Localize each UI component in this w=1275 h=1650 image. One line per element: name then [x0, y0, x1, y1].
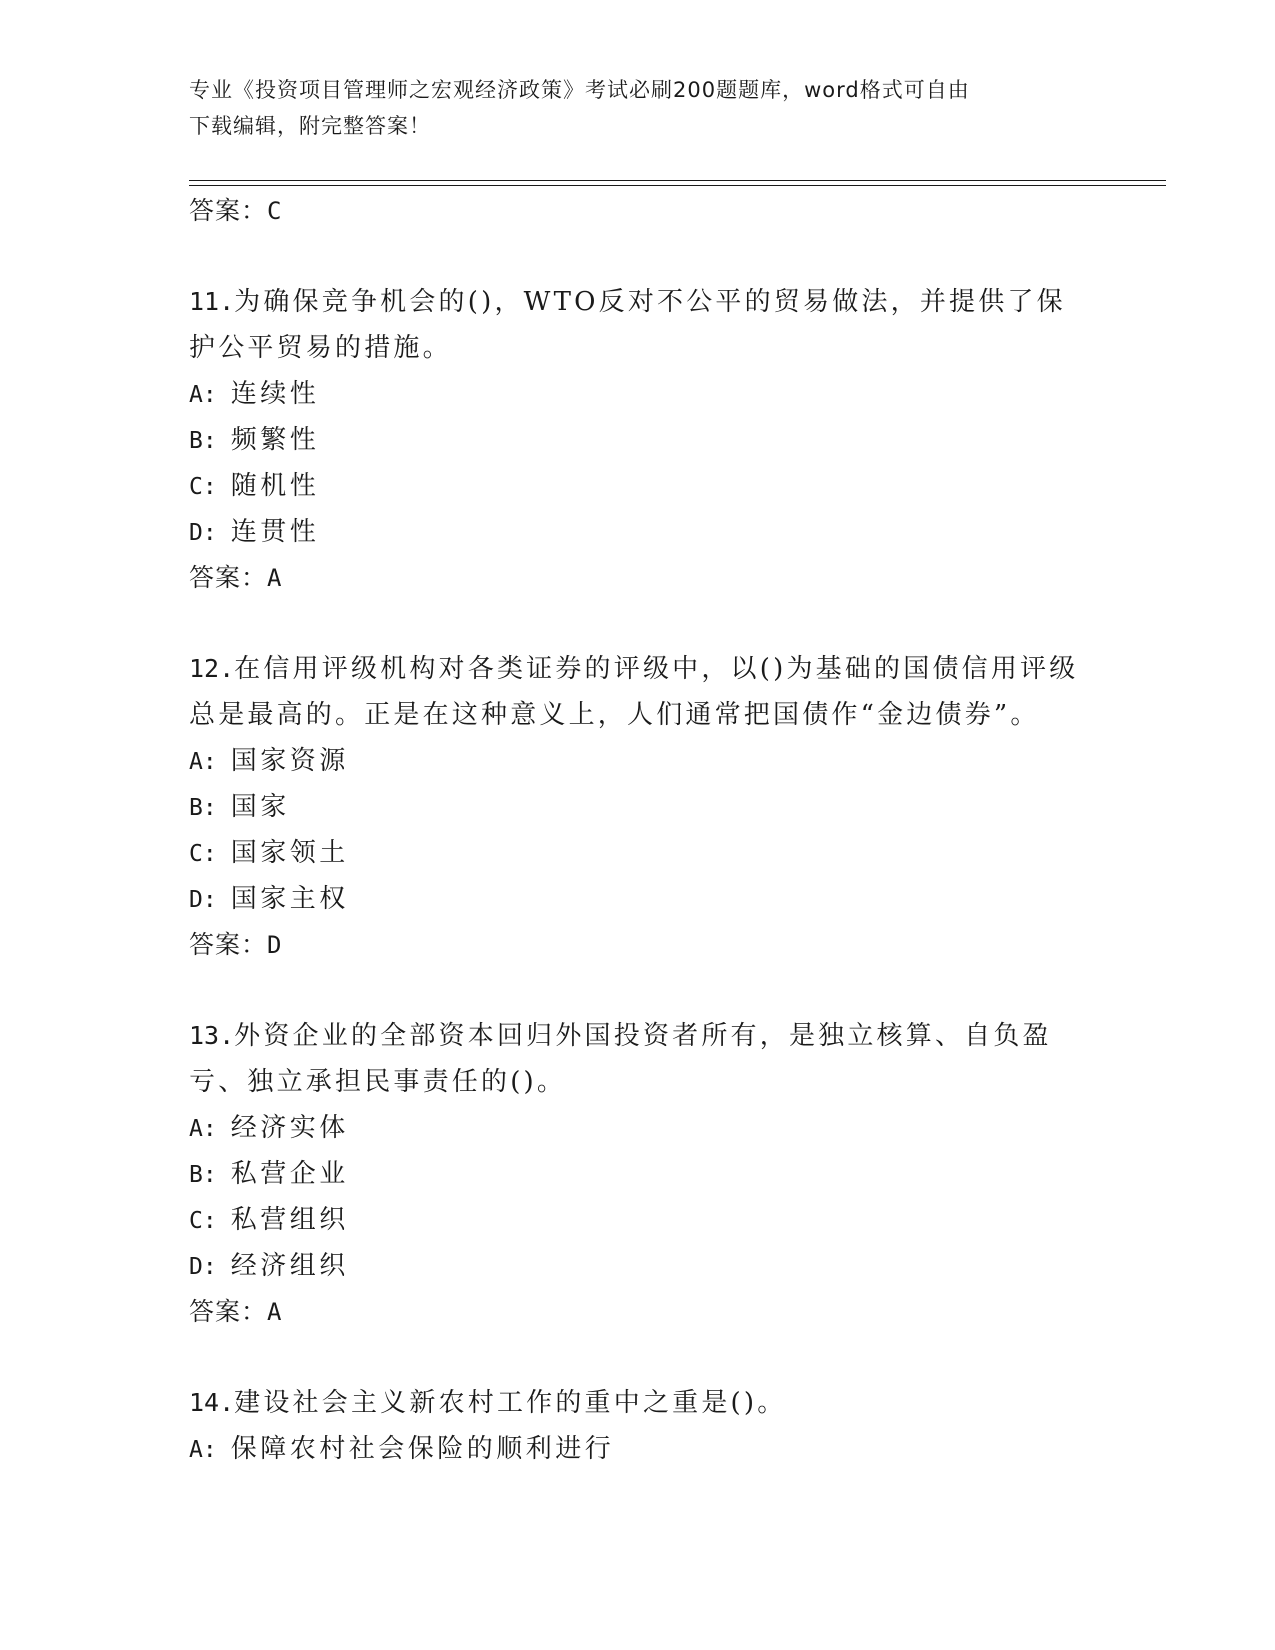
- option-letter: A:: [189, 1116, 217, 1142]
- question-text: [189, 1380, 1089, 1426]
- question-body: 为确保竞争机会的()，WTO反对不公平的贸易做法，并提供了保护公平贸易的措施。: [189, 287, 1066, 363]
- option-text: 国家主权: [230, 884, 349, 914]
- option-item: [189, 1426, 1089, 1472]
- document-header: [189, 72, 1089, 144]
- option-item: [189, 876, 1089, 922]
- answer-label: 答案：: [189, 196, 268, 225]
- question-body: 在信用评级机构对各类证券的评级中，以()为基础的国债信用评级总是最高的。正是在这种意义上，人们通常把国债作“金边债券”。: [189, 654, 1079, 730]
- answer-value: A: [267, 564, 283, 592]
- option-letter: D:: [189, 1254, 217, 1280]
- option-letter: C:: [189, 474, 217, 500]
- option-letter: C:: [189, 1208, 217, 1234]
- question-body: 建设社会主义新农村工作的重中之重是()。: [234, 1388, 787, 1418]
- header-rule-top: [189, 180, 1166, 181]
- question-body: 外资企业的全部资本回归外国投资者所有，是独立核算、自负盈亏、独立承担民事责任的()。: [189, 1021, 1052, 1097]
- option-text: 国家资源: [230, 746, 349, 776]
- option-text: 连续性: [230, 379, 320, 409]
- option-item: [189, 784, 1089, 830]
- question-number: 11.: [189, 287, 235, 316]
- option-letter: B:: [189, 1162, 217, 1188]
- option-text: 连贯性: [230, 517, 320, 547]
- answer-label: 答案：: [189, 930, 268, 959]
- option-text: 国家领土: [230, 838, 349, 868]
- option-text: 随机性: [230, 471, 320, 501]
- option-letter: A:: [189, 1437, 217, 1463]
- option-text: 国家: [230, 792, 290, 822]
- option-item: [189, 1197, 1089, 1243]
- answer-line: [189, 188, 1089, 234]
- answer-label: 答案：: [189, 1297, 268, 1326]
- option-letter: A:: [189, 749, 217, 775]
- answer-value: D: [267, 931, 283, 959]
- question-list: [189, 188, 1089, 1472]
- option-text: 私营组织: [230, 1205, 349, 1235]
- option-letter: C:: [189, 841, 217, 867]
- question-number: 14.: [189, 1388, 235, 1417]
- option-item: [189, 738, 1089, 784]
- header-line-1: 专业《投资项目管理师之宏观经济政策》考试必刷200题题库，word格式可自由: [189, 78, 970, 102]
- option-item: [189, 1151, 1089, 1197]
- question-text: [189, 1013, 1089, 1105]
- question-number: 12.: [189, 654, 235, 683]
- answer-value: A: [267, 1298, 283, 1326]
- option-item: [189, 463, 1089, 509]
- option-letter: B:: [189, 428, 217, 454]
- option-text: 经济组织: [230, 1251, 349, 1281]
- option-letter: D:: [189, 887, 217, 913]
- option-letter: A:: [189, 382, 217, 408]
- header-rule-bottom: [189, 185, 1166, 186]
- option-item: [189, 417, 1089, 463]
- answer-label: 答案：: [189, 563, 268, 592]
- questions-container: [189, 279, 1089, 1472]
- option-item: [189, 1105, 1089, 1151]
- option-item: [189, 509, 1089, 555]
- answer-line: [189, 555, 1089, 601]
- answer-line: [189, 1289, 1089, 1335]
- option-letter: B:: [189, 795, 217, 821]
- option-letter: D:: [189, 520, 217, 546]
- option-text: 频繁性: [230, 425, 320, 455]
- option-text: 私营企业: [230, 1159, 349, 1189]
- answer-line: [189, 922, 1089, 968]
- header-line-2: 下载编辑，附完整答案！: [189, 114, 431, 138]
- question-text: [189, 279, 1089, 371]
- option-text: 经济实体: [230, 1113, 349, 1143]
- option-item: [189, 830, 1089, 876]
- answer-value: C: [267, 197, 283, 225]
- question-number: 13.: [189, 1021, 235, 1050]
- option-text: 保障农村社会保险的顺利进行: [230, 1434, 615, 1464]
- option-item: [189, 371, 1089, 417]
- question-text: [189, 646, 1089, 738]
- option-item: [189, 1243, 1089, 1289]
